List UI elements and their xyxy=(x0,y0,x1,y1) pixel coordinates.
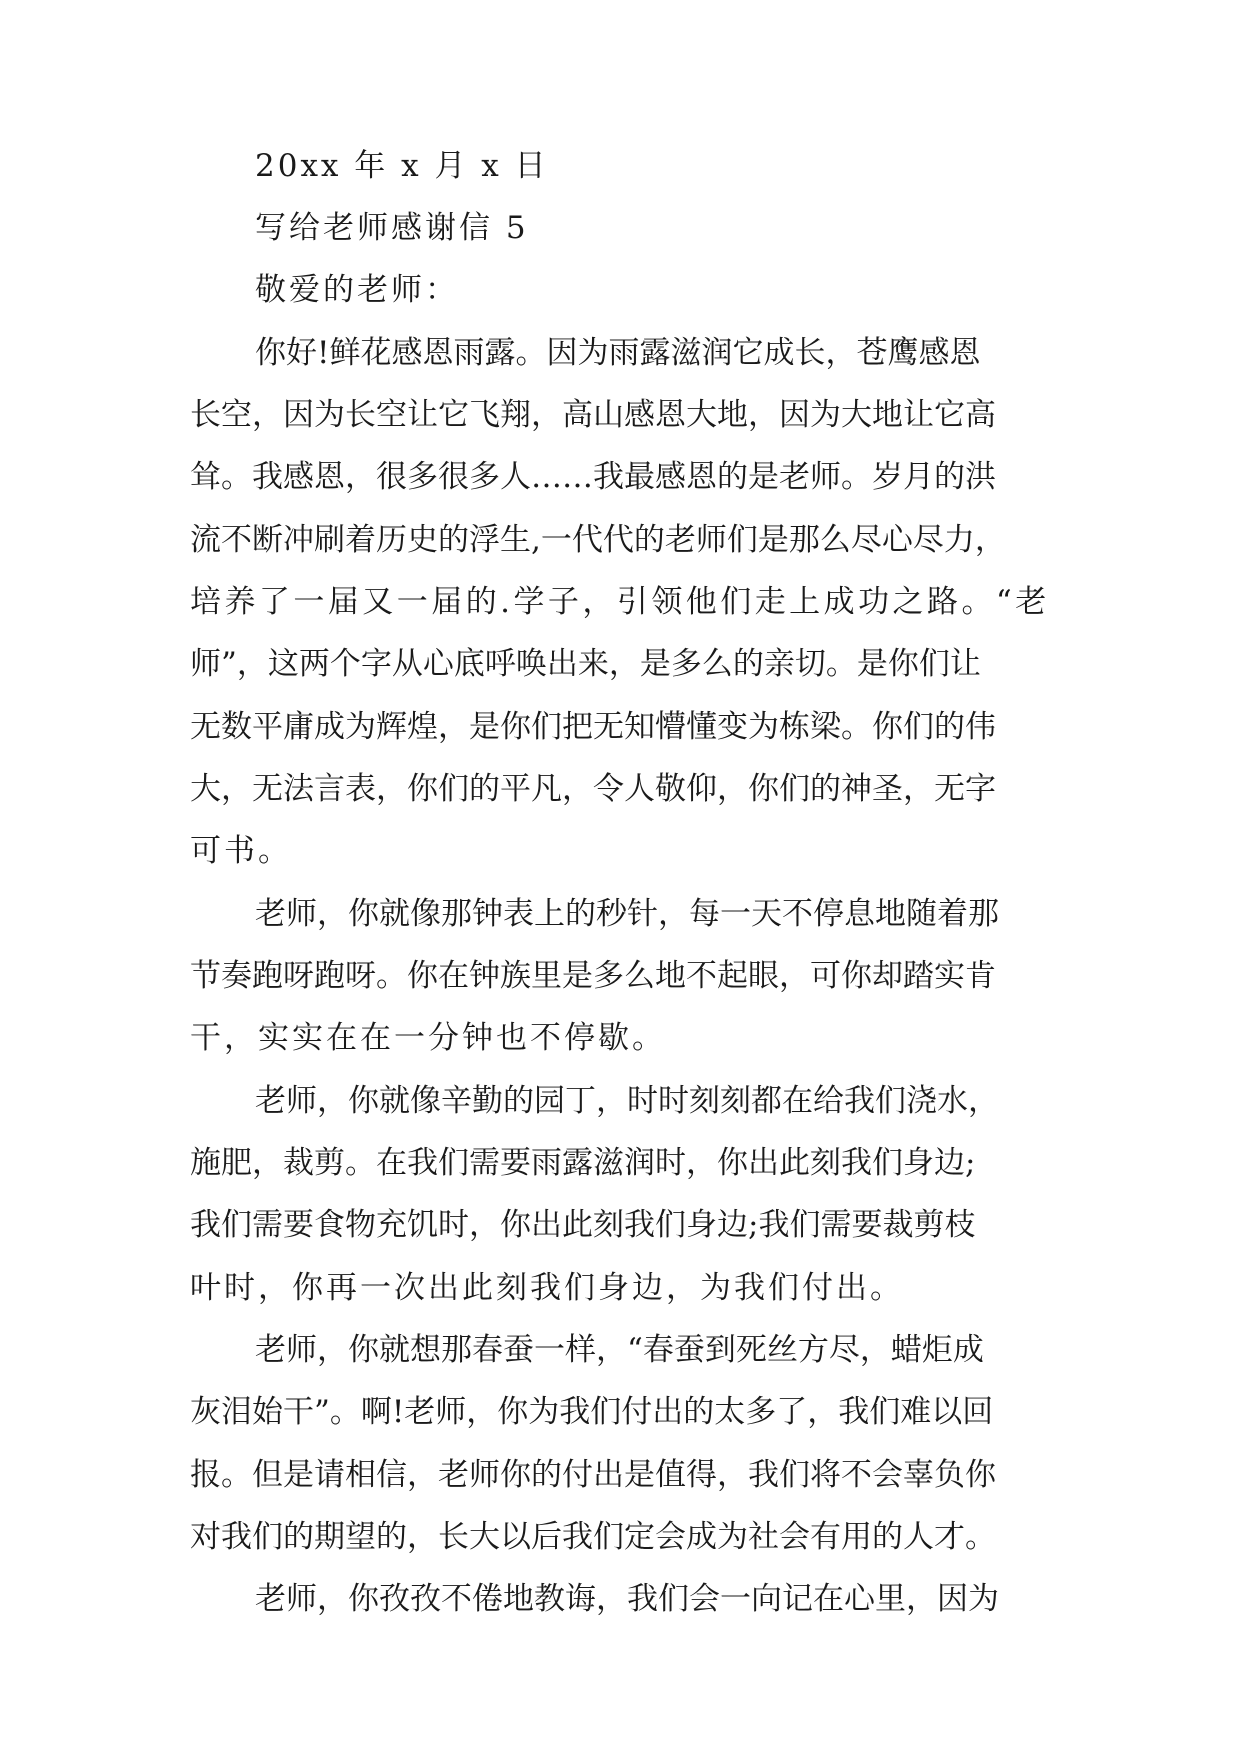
text-line: 培养了一届又一届的.学子，引领他们走上成功之路。“老 xyxy=(190,584,1050,620)
text-line: 流不断冲刷着历史的浮生,一代代的老师们是那么尽心尽力， xyxy=(190,522,1006,558)
text-line: 叶时，你再一次出此刻我们身边，为我们付出。 xyxy=(190,1270,904,1306)
text-line: 老师，你孜孜不倦地教诲，我们会一向记在心里，因为 xyxy=(255,1581,999,1617)
text-line: 老师，你就想那春蚕一样，“春蚕到死丝方尽，蜡炬成 xyxy=(255,1332,984,1368)
text-line: 干，实实在在一分钟也不停歇。 xyxy=(190,1020,666,1056)
text-line: 可书。 xyxy=(190,833,292,869)
text-line: 灰泪始干”。啊!老师，你为我们付出的太多了，我们难以回 xyxy=(190,1394,994,1430)
text-line: 节奏跑呀跑呀。你在钟族里是多么地不起眼，可你却踏实肯 xyxy=(190,958,996,994)
text-line: 长空，因为长空让它飞翔，高山感恩大地，因为大地让它高 xyxy=(190,397,996,433)
text-line: 无数平庸成为辉煌，是你们把无知懵懂变为栋梁。你们的伟 xyxy=(190,709,996,745)
text-line: 敬爱的老师： xyxy=(255,272,459,308)
text-line: 施肥，裁剪。在我们需要雨露滋润时，你出此刻我们身边; xyxy=(190,1145,976,1181)
text-line: 对我们的期望的，长大以后我们定会成为社会有用的人才。 xyxy=(190,1519,996,1555)
text-line: 耸。我感恩，很多很多人……我最感恩的是老师。岁月的洪 xyxy=(190,459,996,495)
text-line: 师”，这两个字从心底呼唤出来，是多么的亲切。是你们让 xyxy=(190,646,981,682)
text-line: 老师，你就像那钟表上的秒针，每一天不停息地随着那 xyxy=(255,896,999,932)
text-line: 大，无法言表，你们的平凡，令人敬仰，你们的神圣，无字 xyxy=(190,771,996,807)
text-line: 写给老师感谢信 5 xyxy=(255,210,529,246)
text-line: 老师，你就像辛勤的园丁，时时刻刻都在给我们浇水， xyxy=(255,1083,999,1119)
text-line: 你好!鲜花感恩雨露。因为雨露滋润它成长，苍鹰感恩 xyxy=(255,335,981,371)
text-line: 我们需要食物充饥时，你出此刻我们身边;我们需要裁剪枝 xyxy=(190,1207,976,1243)
text-line: 报。但是请相信，老师你的付出是值得，我们将不会辜负你 xyxy=(190,1457,996,1493)
text-line: 20xx 年 x 月 x 日 xyxy=(255,148,549,184)
